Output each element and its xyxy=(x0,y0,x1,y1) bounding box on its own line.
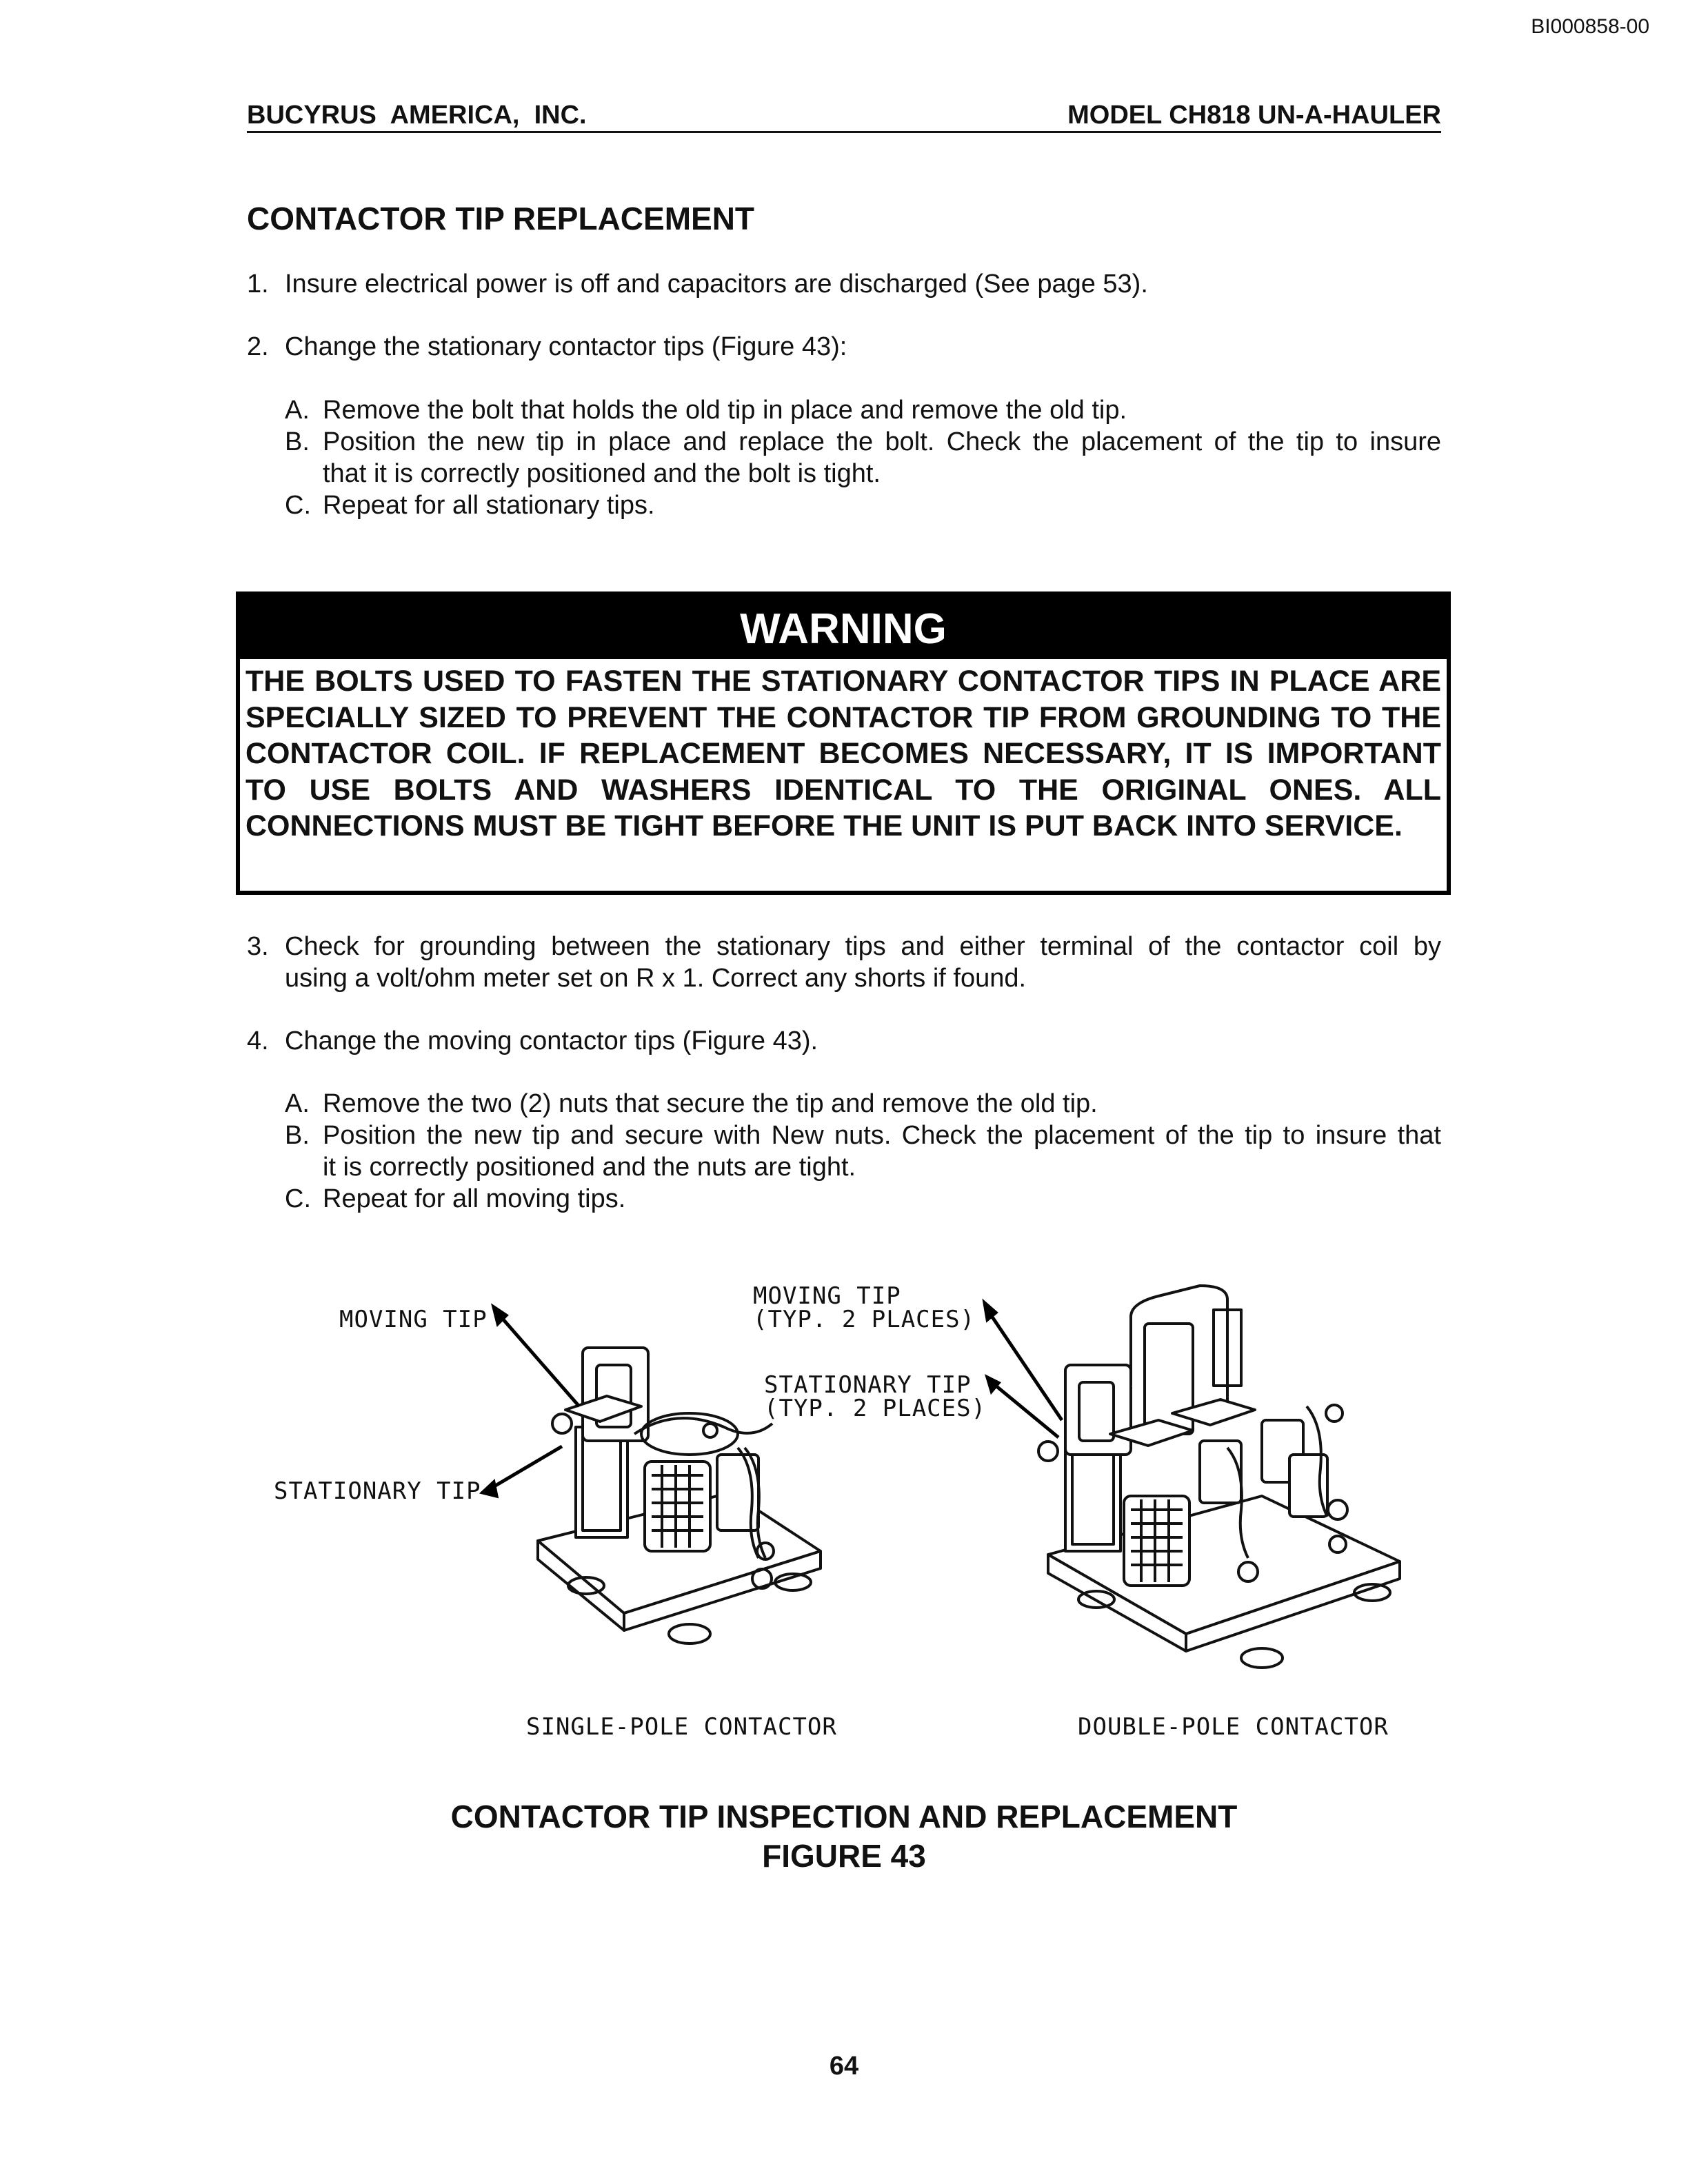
step-2b-line2: that it is correctly positioned and the bolt is tight. xyxy=(323,459,881,488)
label-moving-tip: MOVING TIP xyxy=(339,1306,488,1333)
label-stationary-tip: STATIONARY TIP xyxy=(274,1477,481,1505)
step-2-number: 2. xyxy=(247,332,269,361)
step-number: 1. xyxy=(247,270,269,299)
step-4-number: 4. xyxy=(247,1027,269,1055)
step-2a-letter: A. xyxy=(285,396,310,425)
step-3-line2: using a volt/ohm meter set on R x 1. Correct any shorts if found. xyxy=(285,964,1027,993)
label-stationary-tip-double: STATIONARY TIP xyxy=(764,1371,972,1399)
model-name: MODEL CH818 UN-A-HAULER xyxy=(1067,101,1441,130)
double-pole-caption: DOUBLE-POLE CONTACTOR xyxy=(1078,1713,1389,1741)
step-4a-text: Remove the two (2) nuts that secure the tip and remove the old tip. xyxy=(323,1089,1098,1118)
double-pole-contactor-drawing xyxy=(1038,1286,1400,1668)
step-2a-text: Remove the bolt that holds the old tip in place and remove the old tip. xyxy=(323,396,1127,425)
step-4b-letter: B. xyxy=(285,1121,310,1150)
step-1 xyxy=(247,268,269,300)
step-2b-letter: B. xyxy=(285,427,310,456)
page-number: 64 xyxy=(829,2052,859,2081)
step-4b-line2: it is correctly positioned and the nuts are tight. xyxy=(323,1153,856,1182)
figure-caption-number: FIGURE 43 xyxy=(762,1838,926,1874)
step-3-line1: Check for grounding between the stationary tips and either terminal of the contactor coil by xyxy=(285,932,1441,961)
single-pole-caption: SINGLE-POLE CONTACTOR xyxy=(526,1713,837,1741)
step-4c-text: Repeat for all moving tips. xyxy=(323,1184,626,1213)
step-2-text: Change the stationary contactor tips (Figure 43): xyxy=(285,332,847,361)
label-moving-tip-double: MOVING TIP xyxy=(753,1282,901,1310)
warning-box xyxy=(236,592,1451,895)
step-3-number: 3. xyxy=(247,932,269,961)
label-stationary-tip-double-note: (TYP. 2 PLACES) xyxy=(764,1395,987,1422)
step-4b-line1: Position the new tip and secure with New nuts. Check the placement of the tip to insure that xyxy=(323,1121,1441,1150)
step-4c-letter: C. xyxy=(285,1184,311,1213)
step-4a-letter: A. xyxy=(285,1089,310,1118)
step-1-text: Insure electrical power is off and capacitors are discharged (See page 53). xyxy=(285,270,1148,299)
page-header xyxy=(247,101,1441,133)
section-title: CONTACTOR TIP REPLACEMENT xyxy=(247,201,755,236)
step-2c-text: Repeat for all stationary tips. xyxy=(323,491,655,520)
warning-heading: WARNING xyxy=(240,596,1447,659)
step-4-text: Change the moving contactor tips (Figure 43). xyxy=(285,1027,818,1055)
step-2c-letter: C. xyxy=(285,491,311,520)
company-name: BUCYRUS AMERICA, INC. xyxy=(247,101,587,130)
warning-text: THE BOLTS USED TO FASTEN THE STATIONARY CONTACTOR TIPS IN PLACE ARE SPECIALLY SIZED TO PREVENT THE CONTACTOR TIP FROM GROUNDING TO THE CONTACTOR COIL. IF REPLACEMENT BECOMES NECESSARY, IT IS IMPORTANT TO USE BOLTS AND WASHERS IDENTICAL TO THE ORIGINAL ONES. ALL CONNECTIONS MUST BE TIGHT BEFORE THE UNIT IS PUT BACK INTO SERVICE. xyxy=(245,665,1441,842)
label-moving-tip-double-note: (TYP. 2 PLACES) xyxy=(753,1306,976,1333)
document-id: BI000858-00 xyxy=(1531,15,1649,38)
figure-caption-title: CONTACTOR TIP INSPECTION AND REPLACEMENT xyxy=(450,1799,1238,1834)
step-2b-line1: Position the new tip in place and replace the bolt. Check the placement of the tip to insure xyxy=(323,427,1441,456)
